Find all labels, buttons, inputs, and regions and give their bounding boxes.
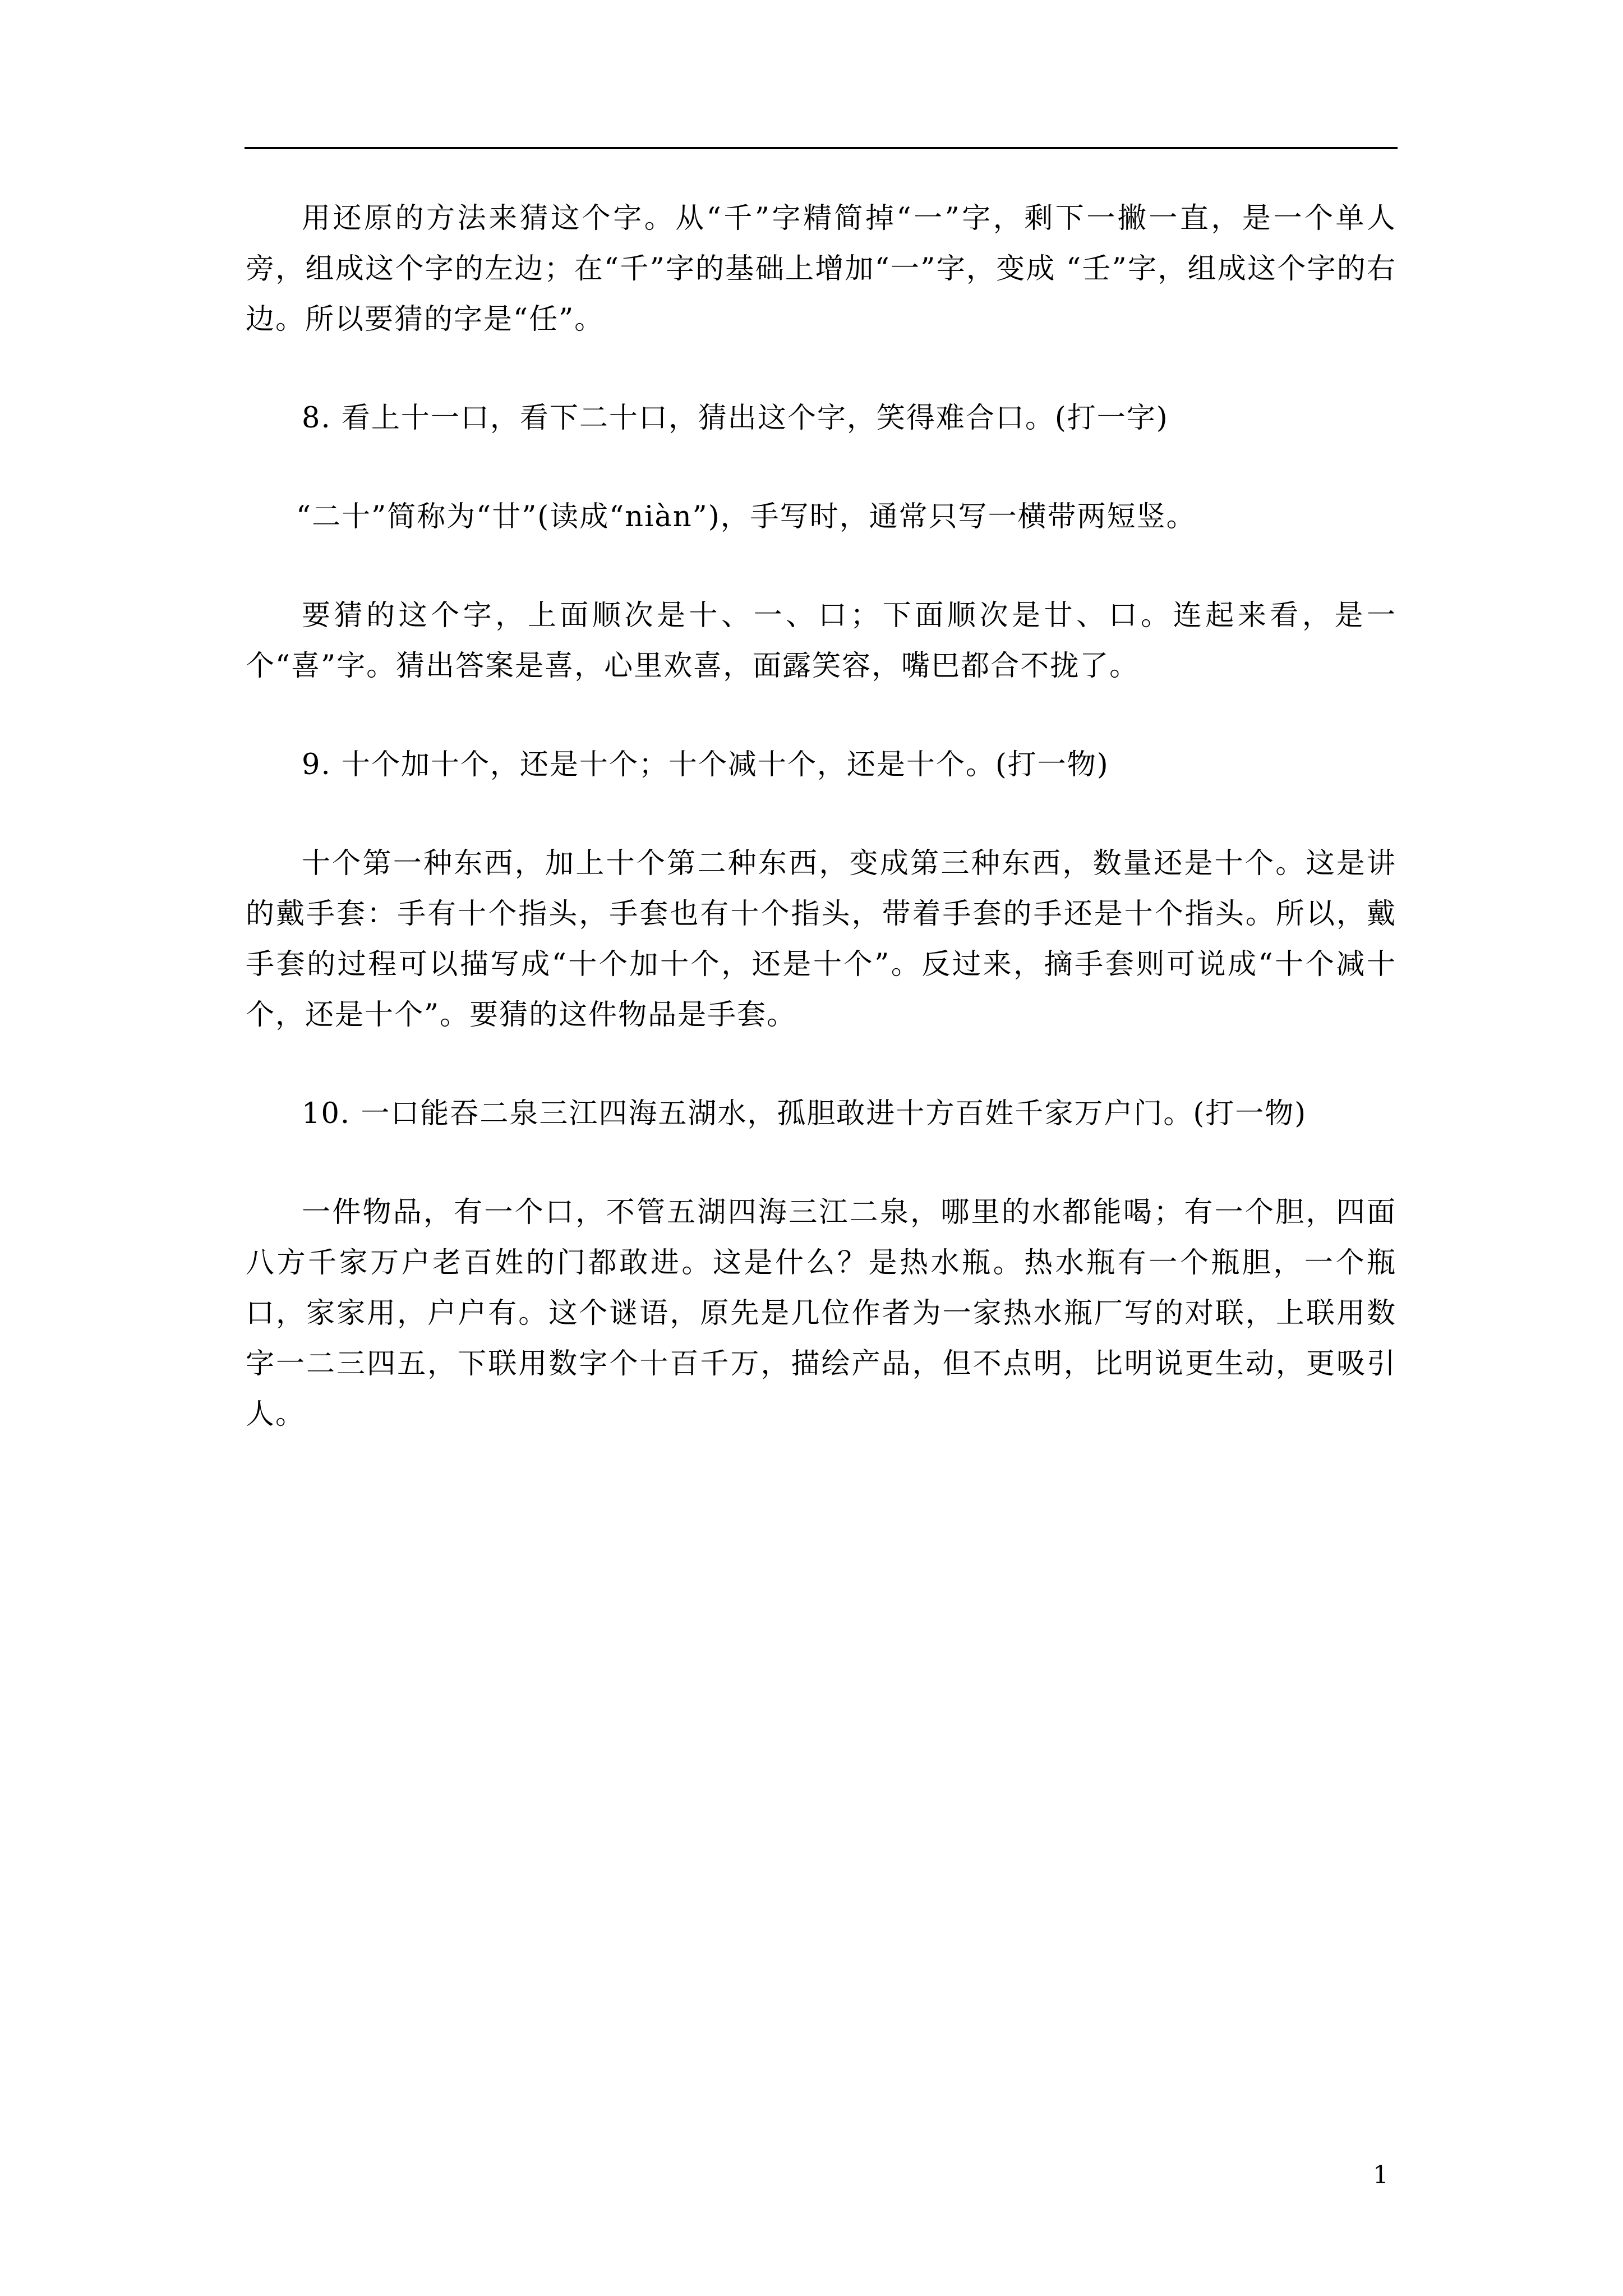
paragraph-gap — [246, 790, 1396, 839]
paragraph-riddle8-question: 8. 看上十一口，看下二十口，猜出这个字，笑得难合口。(打一字) — [302, 402, 1169, 435]
paragraph-gap — [246, 1041, 1396, 1089]
document-body — [246, 194, 1396, 1440]
paragraph-gap — [246, 1139, 1396, 1188]
paragraph-gap — [246, 692, 1396, 740]
paragraph-riddle8-answer: 要猜的这个字，上面顺次是十、一、口；下面顺次是廿、口。连起来看，是一个“喜”字。猜出答案是喜，心里欢喜，面露笑容，嘴巴都合不拢了。 — [246, 599, 1396, 683]
paragraph-riddle10-answer: 一件物品，有一个口，不管五湖四海三江二泉，哪里的水都能喝；有一个胆，四面八方千家万户老百姓的门都敢进。这是什么？是热水瓶。热水瓶有一个瓶胆，一个瓶口，家家用，户户有。这个谜语，原先是几位作者为一家热水瓶厂写的对联，上联用数字一二三四五，下联用数字个十百千万，描绘产品，但不点明，比明说更生动，更吸引人。 — [246, 1196, 1396, 1431]
paragraph-gap — [246, 345, 1396, 393]
paragraph-riddle7-explanation: 用还原的方法来猜这个字。从“千”字精简掉“一”字，剩下一撇一直，是一个单人旁，组成这个字的左边；在“千”字的基础上增加“一”字，变成 “壬”字，组成这个字的右边。所以要猜的字是“任”。 — [246, 202, 1396, 336]
page-number: 1 — [1373, 2161, 1389, 2189]
paragraph-riddle10-question: 10. 一口能吞二泉三江四海五湖水，孤胆敢进十方百姓千家万户门。(打一物) — [302, 1097, 1307, 1130]
paragraph-gap — [246, 542, 1396, 591]
paragraph-riddle8-note: “二十”简称为“廿”(读成“niàn”)，手写时，通常只写一横带两短竖。 — [296, 500, 1196, 533]
paragraph-gap — [246, 444, 1396, 492]
paragraph-riddle9-answer: 十个第一种东西，加上十个第二种东西，变成第三种东西，数量还是十个。这是讲的戴手套：手有十个指头，手套也有十个指头，带着手套的手还是十个指头。所以，戴手套的过程可以描写成“十个加十个，还是十个”。反过来，摘手套则可说成“十个减十个，还是十个”。要猜的这件物品是手套。 — [246, 847, 1396, 1032]
header-rule — [245, 147, 1398, 149]
paragraph-riddle9-question: 9. 十个加十个，还是十个；十个减十个，还是十个。(打一物) — [302, 748, 1109, 781]
